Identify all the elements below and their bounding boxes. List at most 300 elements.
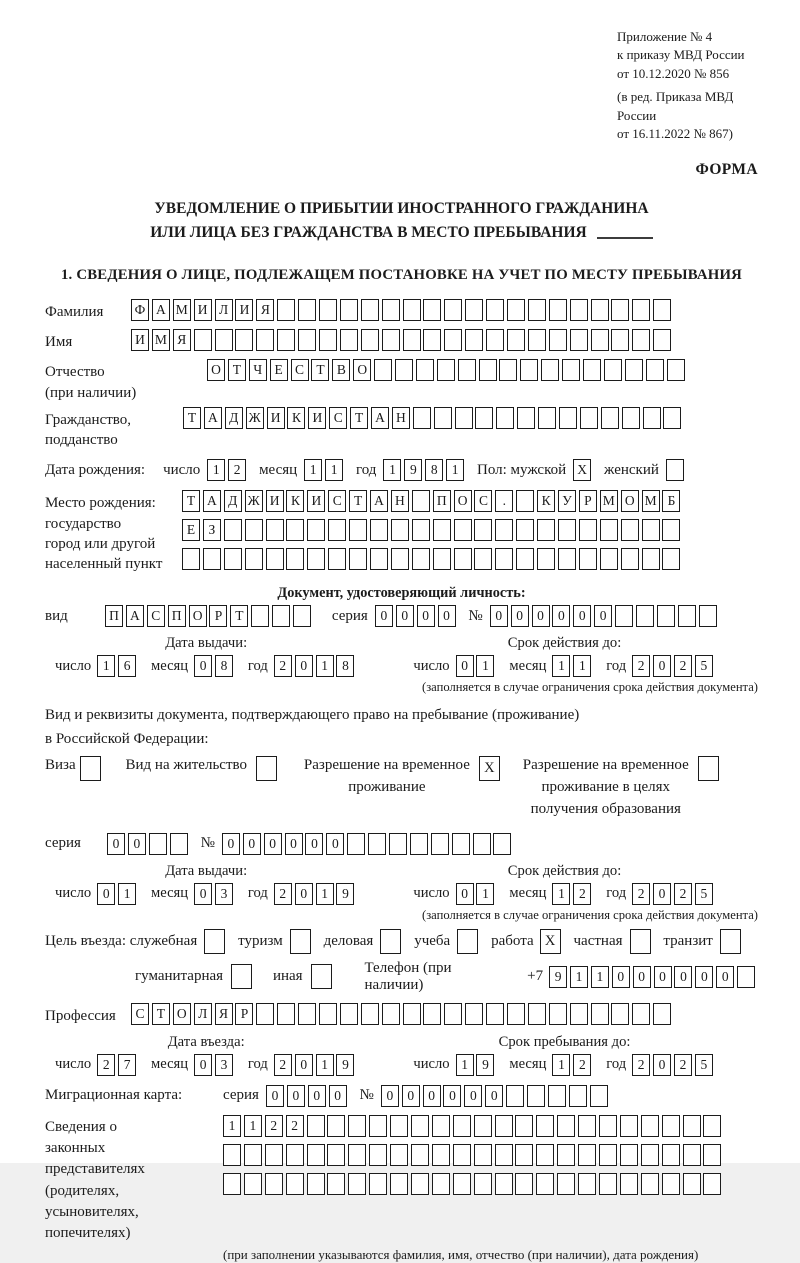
char-cell[interactable] [307,548,325,570]
char-cell[interactable] [382,1003,400,1025]
char-cell[interactable] [615,605,633,627]
char-cell[interactable]: 7 [118,1054,136,1076]
char-cell[interactable] [245,548,263,570]
char-cell[interactable] [433,519,451,541]
char-cell[interactable] [444,329,462,351]
char-cell[interactable]: 2 [632,883,650,905]
char-cell[interactable] [465,1003,483,1025]
char-cell[interactable] [474,1173,492,1195]
char-cell[interactable]: 0 [464,1085,482,1107]
char-cell[interactable]: А [152,299,170,321]
char-cell[interactable]: 0 [653,1054,671,1076]
char-cell[interactable]: Ф [131,299,149,321]
char-cell[interactable] [600,519,618,541]
char-cell[interactable] [558,548,576,570]
char-cell[interactable] [507,1003,525,1025]
char-cell[interactable] [361,1003,379,1025]
char-cell[interactable] [307,1115,325,1137]
char-cell[interactable] [340,299,358,321]
char-cell[interactable] [361,329,379,351]
char-cell[interactable]: Ж [245,490,263,512]
char-cell[interactable] [662,548,680,570]
char-cell[interactable] [515,1173,533,1195]
char-cell[interactable]: Р [209,605,227,627]
char-cell[interactable] [403,1003,421,1025]
char-cell[interactable]: 0 [594,605,612,627]
char-cell[interactable]: Р [579,490,597,512]
char-cell[interactable] [411,1173,429,1195]
char-cell[interactable] [413,407,431,429]
char-cell[interactable] [527,1085,545,1107]
char-cell[interactable] [453,1115,471,1137]
char-cell[interactable] [410,833,428,855]
char-cell[interactable] [266,519,284,541]
char-cell[interactable]: Д [224,490,242,512]
char-cell[interactable] [290,929,311,954]
char-cell[interactable]: 1 [552,655,570,677]
char-cell[interactable]: 8 [215,655,233,677]
char-cell[interactable] [203,548,221,570]
char-cell[interactable] [528,1003,546,1025]
char-cell[interactable]: Т [350,407,368,429]
char-cell[interactable] [621,519,639,541]
char-cell[interactable] [215,329,233,351]
char-cell[interactable] [570,299,588,321]
char-cell[interactable] [474,548,492,570]
char-cell[interactable]: 0 [573,605,591,627]
char-cell[interactable] [683,1173,701,1195]
char-cell[interactable]: Д [225,407,243,429]
char-cell[interactable]: О [189,605,207,627]
char-cell[interactable] [474,519,492,541]
char-cell[interactable] [578,1144,596,1166]
char-cell[interactable]: 0 [653,883,671,905]
char-cell[interactable] [557,1144,575,1166]
char-cell[interactable] [486,329,504,351]
char-cell[interactable]: 2 [274,1054,292,1076]
char-cell[interactable] [579,519,597,541]
char-cell[interactable]: К [286,490,304,512]
char-cell[interactable] [599,1173,617,1195]
char-cell[interactable] [224,519,242,541]
char-cell[interactable] [703,1115,721,1137]
char-cell[interactable] [390,1144,408,1166]
char-cell[interactable]: X [540,929,561,954]
char-cell[interactable]: О [207,359,225,381]
char-cell[interactable] [516,548,534,570]
char-cell[interactable] [662,1144,680,1166]
char-cell[interactable]: О [173,1003,191,1025]
char-cell[interactable]: З [203,519,221,541]
char-cell[interactable] [473,833,491,855]
char-cell[interactable] [412,519,430,541]
char-cell[interactable] [549,299,567,321]
char-cell[interactable]: 5 [695,1054,713,1076]
char-cell[interactable]: М [642,490,660,512]
char-cell[interactable]: В [332,359,350,381]
char-cell[interactable]: Т [349,490,367,512]
char-cell[interactable] [699,605,717,627]
char-cell[interactable]: Я [173,329,191,351]
char-cell[interactable]: С [474,490,492,512]
char-cell[interactable] [559,407,577,429]
char-cell[interactable]: И [266,490,284,512]
char-cell[interactable]: 1 [325,459,343,481]
char-cell[interactable] [662,519,680,541]
char-cell[interactable] [277,1003,295,1025]
char-cell[interactable] [327,1144,345,1166]
char-cell[interactable] [641,1115,659,1137]
char-cell[interactable] [403,329,421,351]
char-cell[interactable] [653,329,671,351]
char-cell[interactable] [368,833,386,855]
char-cell[interactable] [382,329,400,351]
char-cell[interactable]: Ч [249,359,267,381]
char-cell[interactable] [698,756,719,781]
char-cell[interactable]: 0 [194,883,212,905]
char-cell[interactable]: 1 [552,883,570,905]
char-cell[interactable] [311,964,332,989]
char-cell[interactable]: М [600,490,618,512]
char-cell[interactable] [599,1144,617,1166]
char-cell[interactable] [319,329,337,351]
char-cell[interactable]: 1 [476,655,494,677]
char-cell[interactable] [293,605,311,627]
char-cell[interactable] [390,1173,408,1195]
char-cell[interactable]: 1 [304,459,322,481]
char-cell[interactable]: Т [152,1003,170,1025]
char-cell[interactable]: 0 [552,605,570,627]
char-cell[interactable]: 1 [570,966,588,988]
char-cell[interactable] [266,548,284,570]
char-cell[interactable] [265,1144,283,1166]
char-cell[interactable] [646,359,664,381]
char-cell[interactable] [474,1115,492,1137]
char-cell[interactable]: И [307,490,325,512]
char-cell[interactable]: К [287,407,305,429]
char-cell[interactable] [251,605,269,627]
char-cell[interactable] [328,519,346,541]
char-cell[interactable]: 2 [632,1054,650,1076]
char-cell[interactable] [720,929,741,954]
char-cell[interactable] [538,407,556,429]
char-cell[interactable]: Е [182,519,200,541]
char-cell[interactable] [620,1173,638,1195]
char-cell[interactable] [298,329,316,351]
char-cell[interactable] [307,1173,325,1195]
char-cell[interactable]: П [433,490,451,512]
char-cell[interactable] [520,359,538,381]
char-cell[interactable]: У [558,490,576,512]
char-cell[interactable] [536,1144,554,1166]
char-cell[interactable]: 0 [716,966,734,988]
char-cell[interactable] [455,407,473,429]
char-cell[interactable]: Т [228,359,246,381]
char-cell[interactable] [348,1115,366,1137]
char-cell[interactable] [458,359,476,381]
char-cell[interactable] [537,519,555,541]
char-cell[interactable] [604,359,622,381]
char-cell[interactable]: 9 [336,1054,354,1076]
char-cell[interactable]: 0 [532,605,550,627]
char-cell[interactable]: 2 [274,655,292,677]
char-cell[interactable]: О [621,490,639,512]
char-cell[interactable] [599,1115,617,1137]
char-cell[interactable]: П [168,605,186,627]
char-cell[interactable] [474,1144,492,1166]
char-cell[interactable] [549,1003,567,1025]
char-cell[interactable]: 5 [695,883,713,905]
char-cell[interactable]: А [126,605,144,627]
char-cell[interactable] [382,299,400,321]
char-cell[interactable]: Е [270,359,288,381]
char-cell[interactable]: 1 [456,1054,474,1076]
char-cell[interactable]: 0 [194,655,212,677]
char-cell[interactable]: Т [311,359,329,381]
char-cell[interactable] [632,299,650,321]
char-cell[interactable]: 0 [456,883,474,905]
char-cell[interactable] [495,1144,513,1166]
char-cell[interactable] [347,833,365,855]
char-cell[interactable]: И [267,407,285,429]
char-cell[interactable] [630,929,651,954]
char-cell[interactable]: 1 [476,883,494,905]
char-cell[interactable]: . [495,490,513,512]
char-cell[interactable]: 9 [336,883,354,905]
char-cell[interactable] [683,1115,701,1137]
char-cell[interactable] [562,359,580,381]
char-cell[interactable] [361,299,379,321]
char-cell[interactable] [256,756,277,781]
char-cell[interactable] [486,1003,504,1025]
char-cell[interactable] [194,329,212,351]
char-cell[interactable]: 0 [194,1054,212,1076]
char-cell[interactable] [349,548,367,570]
char-cell[interactable]: А [204,407,222,429]
char-cell[interactable] [454,519,472,541]
char-cell[interactable] [493,833,511,855]
char-cell[interactable] [495,519,513,541]
char-cell[interactable] [590,1085,608,1107]
char-cell[interactable] [298,1003,316,1025]
char-cell[interactable] [231,964,252,989]
char-cell[interactable] [653,1003,671,1025]
char-cell[interactable] [433,548,451,570]
char-cell[interactable]: 0 [423,1085,441,1107]
char-cell[interactable]: Ж [246,407,264,429]
char-cell[interactable]: 0 [295,883,313,905]
char-cell[interactable] [391,519,409,541]
char-cell[interactable]: 1 [316,655,334,677]
char-cell[interactable]: 0 [402,1085,420,1107]
char-cell[interactable] [298,299,316,321]
char-cell[interactable] [170,833,188,855]
char-cell[interactable] [549,329,567,351]
char-cell[interactable]: Н [392,407,410,429]
char-cell[interactable]: 0 [654,966,672,988]
char-cell[interactable] [431,833,449,855]
char-cell[interactable]: 2 [97,1054,115,1076]
char-cell[interactable] [620,1144,638,1166]
char-cell[interactable] [653,299,671,321]
char-cell[interactable] [411,1144,429,1166]
char-cell[interactable] [307,519,325,541]
char-cell[interactable] [737,966,755,988]
char-cell[interactable]: 9 [404,459,422,481]
char-cell[interactable] [454,548,472,570]
char-cell[interactable] [632,1003,650,1025]
char-cell[interactable]: 0 [511,605,529,627]
char-cell[interactable]: И [308,407,326,429]
char-cell[interactable] [579,548,597,570]
char-cell[interactable] [423,1003,441,1025]
char-cell[interactable] [591,329,609,351]
char-cell[interactable] [286,1173,304,1195]
char-cell[interactable] [495,548,513,570]
char-cell[interactable] [465,329,483,351]
char-cell[interactable]: С [328,490,346,512]
char-cell[interactable]: 2 [674,883,692,905]
char-cell[interactable]: 0 [107,833,125,855]
char-cell[interactable] [515,1144,533,1166]
char-cell[interactable] [678,605,696,627]
char-cell[interactable]: А [370,490,388,512]
char-cell[interactable]: X [479,756,500,781]
char-cell[interactable]: 0 [128,833,146,855]
char-cell[interactable]: 0 [456,655,474,677]
char-cell[interactable] [620,1115,638,1137]
char-cell[interactable]: 0 [308,1085,326,1107]
char-cell[interactable] [444,299,462,321]
char-cell[interactable] [265,1173,283,1195]
char-cell[interactable] [80,756,101,781]
char-cell[interactable] [557,1173,575,1195]
char-cell[interactable] [395,359,413,381]
char-cell[interactable] [319,1003,337,1025]
char-cell[interactable] [643,407,661,429]
char-cell[interactable]: К [537,490,555,512]
char-cell[interactable] [434,407,452,429]
char-cell[interactable]: 0 [329,1085,347,1107]
char-cell[interactable]: 0 [287,1085,305,1107]
char-cell[interactable] [389,833,407,855]
char-cell[interactable]: Т [230,605,248,627]
char-cell[interactable] [611,1003,629,1025]
char-cell[interactable] [370,548,388,570]
char-cell[interactable]: С [131,1003,149,1025]
char-cell[interactable]: 0 [674,966,692,988]
char-cell[interactable]: 0 [438,605,456,627]
char-cell[interactable]: 8 [336,655,354,677]
char-cell[interactable] [641,1144,659,1166]
char-cell[interactable] [570,1003,588,1025]
char-cell[interactable]: 9 [476,1054,494,1076]
char-cell[interactable] [601,407,619,429]
char-cell[interactable] [517,407,535,429]
char-cell[interactable] [457,929,478,954]
char-cell[interactable] [369,1144,387,1166]
char-cell[interactable] [244,1173,262,1195]
char-cell[interactable] [506,1085,524,1107]
char-cell[interactable] [348,1144,366,1166]
char-cell[interactable] [256,1003,274,1025]
char-cell[interactable]: X [573,459,591,481]
char-cell[interactable]: 0 [222,833,240,855]
char-cell[interactable]: 0 [381,1085,399,1107]
char-cell[interactable]: 3 [215,883,233,905]
char-cell[interactable]: 0 [243,833,261,855]
char-cell[interactable]: 0 [653,655,671,677]
char-cell[interactable]: 1 [591,966,609,988]
char-cell[interactable] [558,519,576,541]
char-cell[interactable]: 2 [286,1115,304,1137]
char-cell[interactable] [412,490,430,512]
char-cell[interactable]: 1 [223,1115,241,1137]
char-cell[interactable] [496,407,514,429]
char-cell[interactable] [391,548,409,570]
char-cell[interactable] [423,329,441,351]
char-cell[interactable] [369,1115,387,1137]
char-cell[interactable]: И [235,299,253,321]
char-cell[interactable]: 1 [244,1115,262,1137]
char-cell[interactable]: 0 [485,1085,503,1107]
char-cell[interactable] [328,548,346,570]
char-cell[interactable]: 5 [695,655,713,677]
char-cell[interactable] [411,1115,429,1137]
char-cell[interactable]: И [131,329,149,351]
char-cell[interactable] [557,1115,575,1137]
char-cell[interactable] [453,1173,471,1195]
char-cell[interactable] [475,407,493,429]
char-cell[interactable] [444,1003,462,1025]
char-cell[interactable] [683,1144,701,1166]
char-cell[interactable] [536,1115,554,1137]
char-cell[interactable]: 0 [396,605,414,627]
char-cell[interactable]: 1 [552,1054,570,1076]
char-cell[interactable]: Л [194,1003,212,1025]
char-cell[interactable]: Р [235,1003,253,1025]
char-cell[interactable]: 1 [446,459,464,481]
char-cell[interactable] [569,1085,587,1107]
char-cell[interactable]: 1 [383,459,401,481]
char-cell[interactable]: 6 [118,655,136,677]
char-cell[interactable]: 2 [274,883,292,905]
char-cell[interactable]: 0 [417,605,435,627]
char-cell[interactable] [204,929,225,954]
char-cell[interactable]: 1 [316,883,334,905]
char-cell[interactable] [416,359,434,381]
char-cell[interactable] [528,329,546,351]
char-cell[interactable] [578,1173,596,1195]
char-cell[interactable]: С [329,407,347,429]
char-cell[interactable] [662,1173,680,1195]
char-cell[interactable] [507,329,525,351]
char-cell[interactable]: 0 [326,833,344,855]
char-cell[interactable] [340,329,358,351]
char-cell[interactable] [611,329,629,351]
char-cell[interactable]: 0 [295,1054,313,1076]
char-cell[interactable]: П [105,605,123,627]
char-cell[interactable] [642,548,660,570]
char-cell[interactable]: 8 [425,459,443,481]
char-cell[interactable]: 0 [443,1085,461,1107]
char-cell[interactable]: 1 [97,655,115,677]
char-cell[interactable]: 0 [97,883,115,905]
char-cell[interactable] [286,548,304,570]
char-cell[interactable]: М [173,299,191,321]
char-cell[interactable]: 2 [573,883,591,905]
char-cell[interactable] [622,407,640,429]
